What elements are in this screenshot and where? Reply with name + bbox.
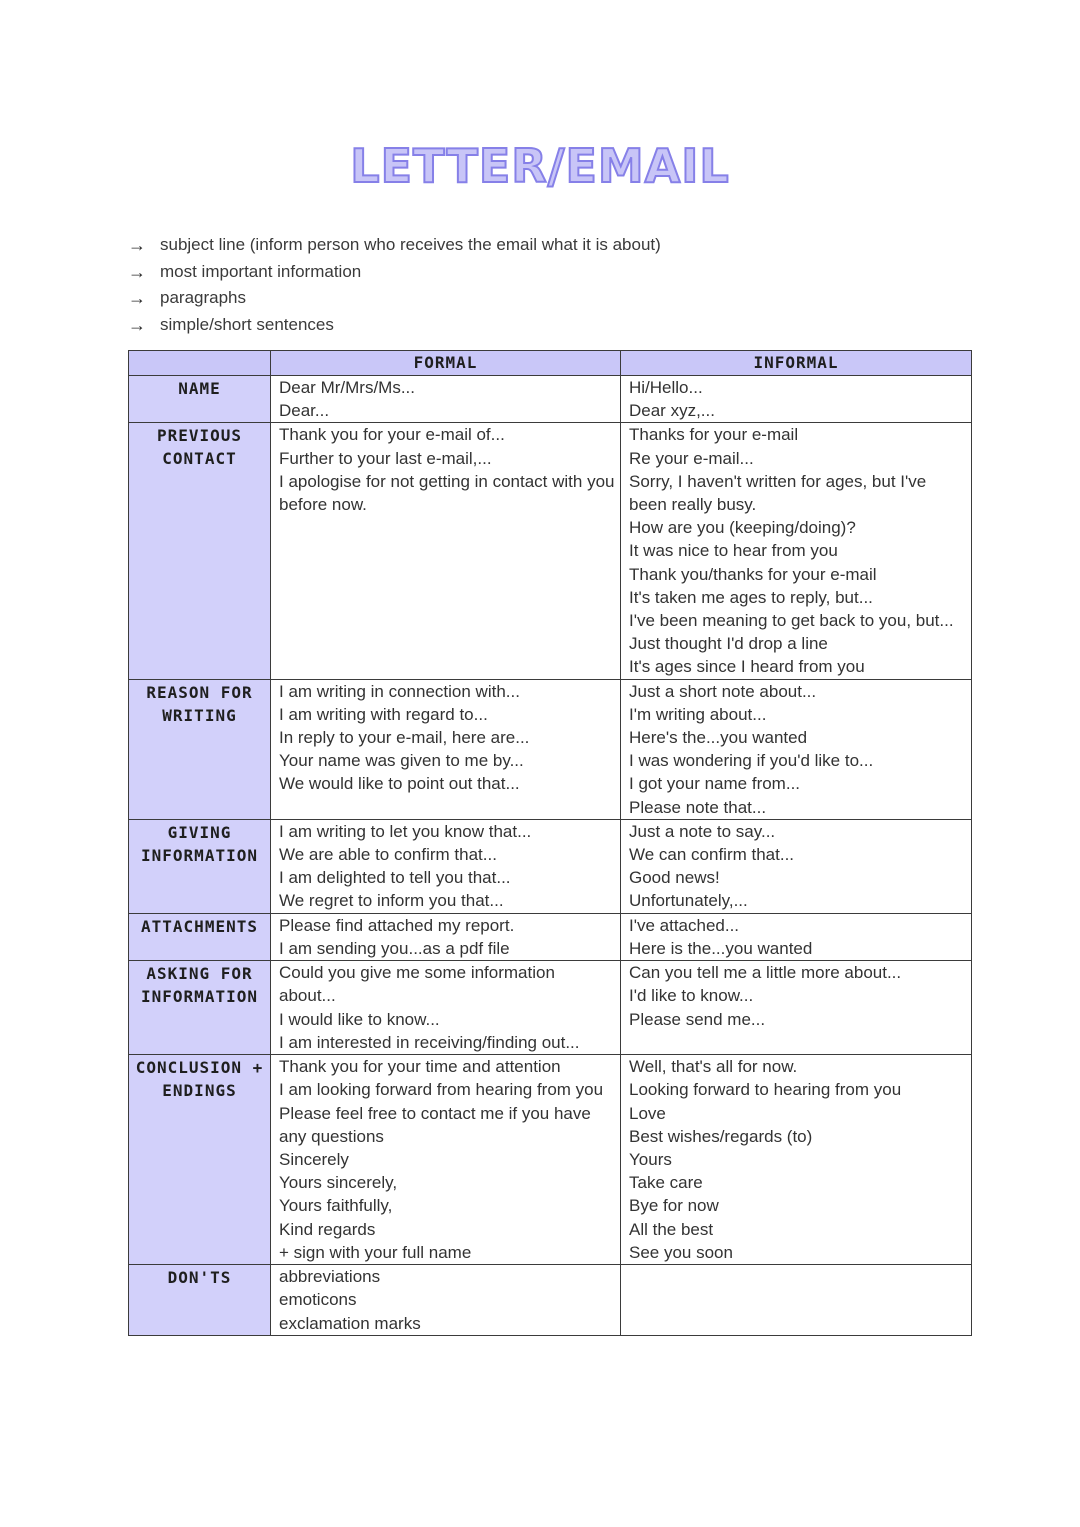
formal-phrase: We are able to confirm that... — [279, 845, 497, 865]
informal-phrase: It was nice to hear from you — [629, 541, 838, 561]
category-label: REASON FOR — [146, 682, 253, 702]
formal-phrase: exclamation marks — [279, 1313, 421, 1333]
formal-phrase: Yours faithfully, — [279, 1196, 393, 1216]
header-corner — [129, 351, 271, 376]
arrow-right-icon: → — [128, 235, 146, 255]
list-item — [128, 285, 661, 312]
informal-phrase: I'd like to know... — [629, 986, 754, 1006]
formal-phrase: Your name was given to me by... — [279, 751, 524, 771]
category-label: INFORMATION — [141, 845, 258, 865]
informal-phrase: Well, that's all for now. — [629, 1057, 798, 1077]
arrow-right-icon: → — [128, 261, 146, 282]
table-row-donts — [129, 1265, 972, 1336]
informal-phrase: Bye for now — [629, 1196, 719, 1216]
formal-phrase: I am interested in receiving/finding out... — [279, 1032, 580, 1052]
informal-phrases-cell — [621, 376, 972, 423]
informal-phrase: Take care — [629, 1173, 703, 1193]
category-label: INFORMATION — [141, 987, 258, 1007]
formal-phrases-cell — [271, 913, 621, 960]
informal-phrase: We can confirm that... — [629, 845, 795, 865]
formal-phrase: Could you give me some information — [279, 963, 555, 983]
page-title: LETTER/EMAIL — [350, 139, 730, 193]
informal-phrase: Can you tell me a little more about... — [629, 963, 902, 983]
formal-phrase: Dear... — [279, 401, 330, 421]
formal-phrase: I would like to know... — [279, 1009, 440, 1029]
formal-phrase: I apologise for not getting in contact with you — [279, 471, 615, 491]
formal-phrase: Yours sincerely, — [279, 1173, 398, 1193]
informal-phrase: I was wondering if you'd like to... — [629, 751, 874, 771]
formal-phrases-cell — [271, 961, 621, 1055]
table-row-conclusion-endings — [129, 1055, 972, 1265]
list-item — [128, 232, 661, 259]
informal-phrases-cell — [621, 819, 972, 913]
informal-phrase: Thanks for your e-mail — [629, 425, 799, 445]
formal-phrase: abbreviations — [279, 1267, 381, 1287]
formal-phrase: In reply to your e-mail, here are... — [279, 728, 530, 748]
header-informal: INFORMAL — [621, 351, 972, 376]
formal-phrase: I am looking forward from hearing from you — [279, 1080, 604, 1100]
category-label: ASKING FOR — [146, 964, 253, 984]
list-item-text: most important information — [160, 261, 362, 281]
formal-phrase: Sincerely — [279, 1150, 349, 1170]
informal-phrase: Here is the...you wanted — [629, 939, 813, 959]
table-row-reason-for-writing — [129, 679, 972, 819]
formal-phrase: Please find attached my report. — [279, 915, 515, 935]
informal-phrase: It's ages since I heard from you — [629, 657, 865, 677]
informal-phrase: I've been meaning to get back to you, but... — [629, 611, 954, 631]
key-points-list — [128, 232, 661, 338]
arrow-right-icon: → — [128, 288, 146, 308]
category-label: DON'TS — [167, 1268, 232, 1288]
category-label: ENDINGS — [162, 1081, 237, 1101]
list-item-text: subject line (inform person who receives the email what it is about) — [160, 235, 661, 254]
formal-phrases-cell — [271, 423, 621, 679]
formal-phrase: Dear Mr/Mrs/Ms... — [279, 378, 415, 397]
category-label: CONTACT — [162, 449, 237, 469]
category-label: CONCLUSION + — [135, 1058, 264, 1078]
informal-phrase: It's taken me ages to reply, but... — [629, 587, 873, 607]
formal-phrase: emoticons — [279, 1290, 357, 1310]
list-item — [128, 259, 661, 286]
formal-phrase: Kind regards — [279, 1219, 376, 1239]
formal-phrase: Thank you for your time and attention — [279, 1057, 561, 1077]
informal-phrase: I'm writing about... — [629, 704, 767, 724]
arrow-right-icon: → — [128, 314, 146, 335]
formal-phrases-cell — [271, 679, 621, 819]
formal-phrases-cell — [271, 376, 621, 423]
formal-phrases-cell — [271, 1265, 621, 1336]
category-label: GIVING — [167, 822, 232, 842]
informal-phrase: Best wishes/regards (to) — [629, 1126, 813, 1146]
informal-phrase: Dear xyz,... — [629, 401, 715, 421]
informal-phrases-cell — [621, 1055, 972, 1265]
category-cell — [129, 961, 271, 1055]
category-cell — [129, 1265, 271, 1336]
list-item — [128, 312, 661, 339]
formal-phrase: + sign with your full name — [279, 1242, 472, 1262]
informal-phrase: I've attached... — [629, 915, 740, 935]
informal-phrase: How are you (keeping/doing)? — [629, 518, 856, 538]
informal-phrase: Good news! — [629, 868, 720, 888]
formal-phrase: Please feel free to contact me if you have — [279, 1103, 591, 1123]
formal-phrases-cell — [271, 819, 621, 913]
informal-phrases-cell — [621, 1265, 972, 1336]
formal-phrase: We regret to inform you that... — [279, 891, 504, 911]
category-label: WRITING — [162, 705, 237, 725]
header-formal: FORMAL — [271, 351, 621, 376]
category-cell — [129, 376, 271, 423]
informal-phrase: Thank you/thanks for your e-mail — [629, 564, 877, 584]
category-cell — [129, 913, 271, 960]
formal-phrases-cell — [271, 1055, 621, 1265]
table-row-giving-information — [129, 819, 972, 913]
formal-phrase: before now. — [279, 495, 367, 515]
formal-phrase: I am writing in connection with... — [279, 681, 520, 701]
informal-phrases-cell — [621, 679, 972, 819]
formal-phrase: about... — [279, 986, 336, 1006]
category-cell — [129, 423, 271, 679]
informal-phrase: See you soon — [629, 1242, 733, 1262]
informal-phrase: Yours — [629, 1150, 672, 1170]
table-row-name — [129, 376, 972, 423]
category-label: NAME — [178, 379, 221, 398]
table-header-row — [129, 351, 972, 376]
informal-phrase: Just a note to say... — [629, 821, 776, 841]
informal-phrase: Please send me... — [629, 1009, 766, 1029]
informal-phrase: been really busy. — [629, 495, 757, 515]
informal-phrases-cell — [621, 913, 972, 960]
formal-phrase: I am delighted to tell you that... — [279, 868, 511, 888]
formal-phrase: I am writing with regard to... — [279, 704, 488, 724]
formal-phrase: any questions — [279, 1126, 384, 1146]
table-body — [129, 376, 972, 1336]
category-cell — [129, 1055, 271, 1265]
formal-phrase: We would like to point out that... — [279, 774, 520, 794]
informal-phrase: Sorry, I haven't written for ages, but I've — [629, 471, 927, 491]
informal-phrase: Just a short note about... — [629, 681, 817, 701]
informal-phrase: All the best — [629, 1219, 714, 1239]
table-row-previous-contact — [129, 423, 972, 679]
category-label: ATTACHMENTS — [141, 916, 258, 936]
formal-phrase: I am sending you...as a pdf file — [279, 939, 510, 959]
informal-phrase: Please note that... — [629, 797, 767, 817]
list-item-text: paragraphs — [160, 288, 247, 307]
formal-phrase: Further to your last e-mail,... — [279, 448, 492, 468]
category-label: PREVIOUS — [156, 426, 243, 446]
formal-phrase: Thank you for your e-mail of... — [279, 425, 505, 445]
informal-phrase: Here's the...you wanted — [629, 728, 808, 748]
informal-phrases-cell — [621, 423, 972, 679]
category-cell — [129, 819, 271, 913]
informal-phrases-cell — [621, 961, 972, 1055]
table-row-attachments — [129, 913, 972, 960]
list-item-text: simple/short sentences — [160, 314, 334, 334]
category-cell — [129, 679, 271, 819]
informal-phrase: Just thought I'd drop a line — [629, 634, 828, 654]
informal-phrase: Love — [629, 1103, 666, 1123]
formal-phrase: I am writing to let you know that... — [279, 821, 532, 841]
informal-phrase: Hi/Hello... — [629, 378, 703, 397]
informal-phrase: Re your e-mail... — [629, 448, 754, 468]
informal-phrase: Looking forward to hearing from you — [629, 1080, 902, 1100]
table-row-asking-for-information — [129, 961, 972, 1055]
informal-phrase: Unfortunately,... — [629, 891, 748, 911]
phrases-table — [128, 350, 972, 1336]
informal-phrase: I got your name from... — [629, 774, 801, 794]
